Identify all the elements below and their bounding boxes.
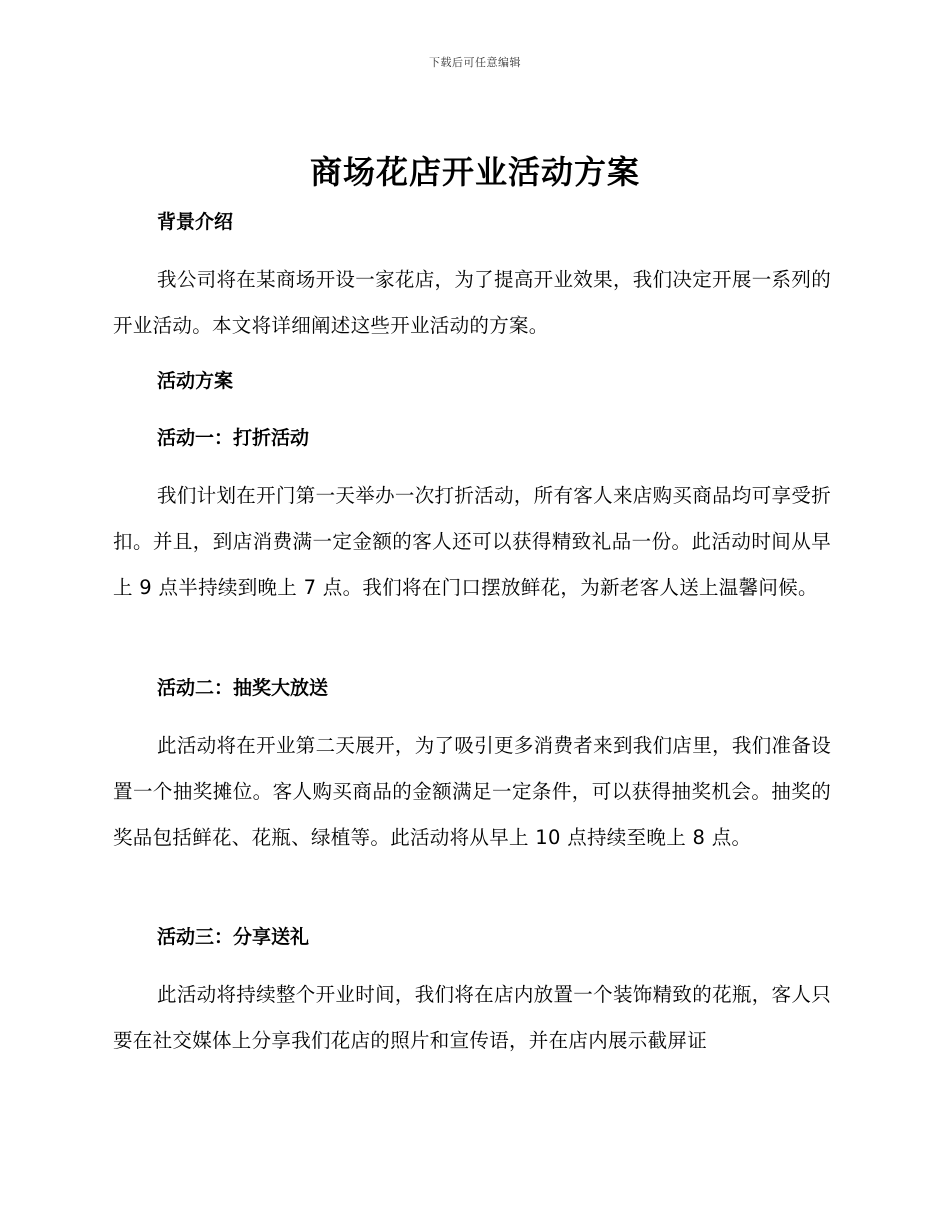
document-title: 商场花店开业活动方案	[309, 153, 640, 191]
section-heading-activity-one: 活动一：打折活动	[157, 427, 310, 449]
paragraph-background: 我公司将在某商场开设一家花店，为了提高开业效果，我们决定开展一系列的开业活动。本文将详细阐述这些开业活动的方案。	[113, 268, 831, 337]
section-heading-activity-three: 活动三：分享送礼	[157, 926, 310, 948]
header-note: 下载后可任意编辑	[429, 56, 521, 69]
paragraph-activity-three: 此活动将持续整个开业时间，我们将在店内放置一个装饰精致的花瓶，客人只要在社交媒体上分享我们花店的照片和宣传语，并在店内展示截屏证	[113, 983, 831, 1052]
section-heading-background: 背景介绍	[157, 211, 234, 233]
section-heading-activity-two: 活动二：抽奖大放送	[157, 677, 329, 699]
section-heading-plan: 活动方案	[157, 370, 234, 392]
paragraph-activity-one: 我们计划在开门第一天举办一次打折活动，所有客人来店购买商品均可享受折扣。并且，到店消费满一定金额的客人还可以获得精致礼品一份。此活动时间从早上 9 点半持续到晚上 7 点。我们将在门口摆放鲜花，为新老客人送上温馨问候。	[113, 484, 831, 599]
paragraph-activity-two: 此活动将在开业第二天展开，为了吸引更多消费者来到我们店里，我们准备设置一个抽奖摊位。客人购买商品的金额满足一定条件，可以获得抽奖机会。抽奖的奖品包括鲜花、花瓶、绿植等。此活动将从早上 10 点持续至晚上 8 点。	[113, 734, 831, 849]
